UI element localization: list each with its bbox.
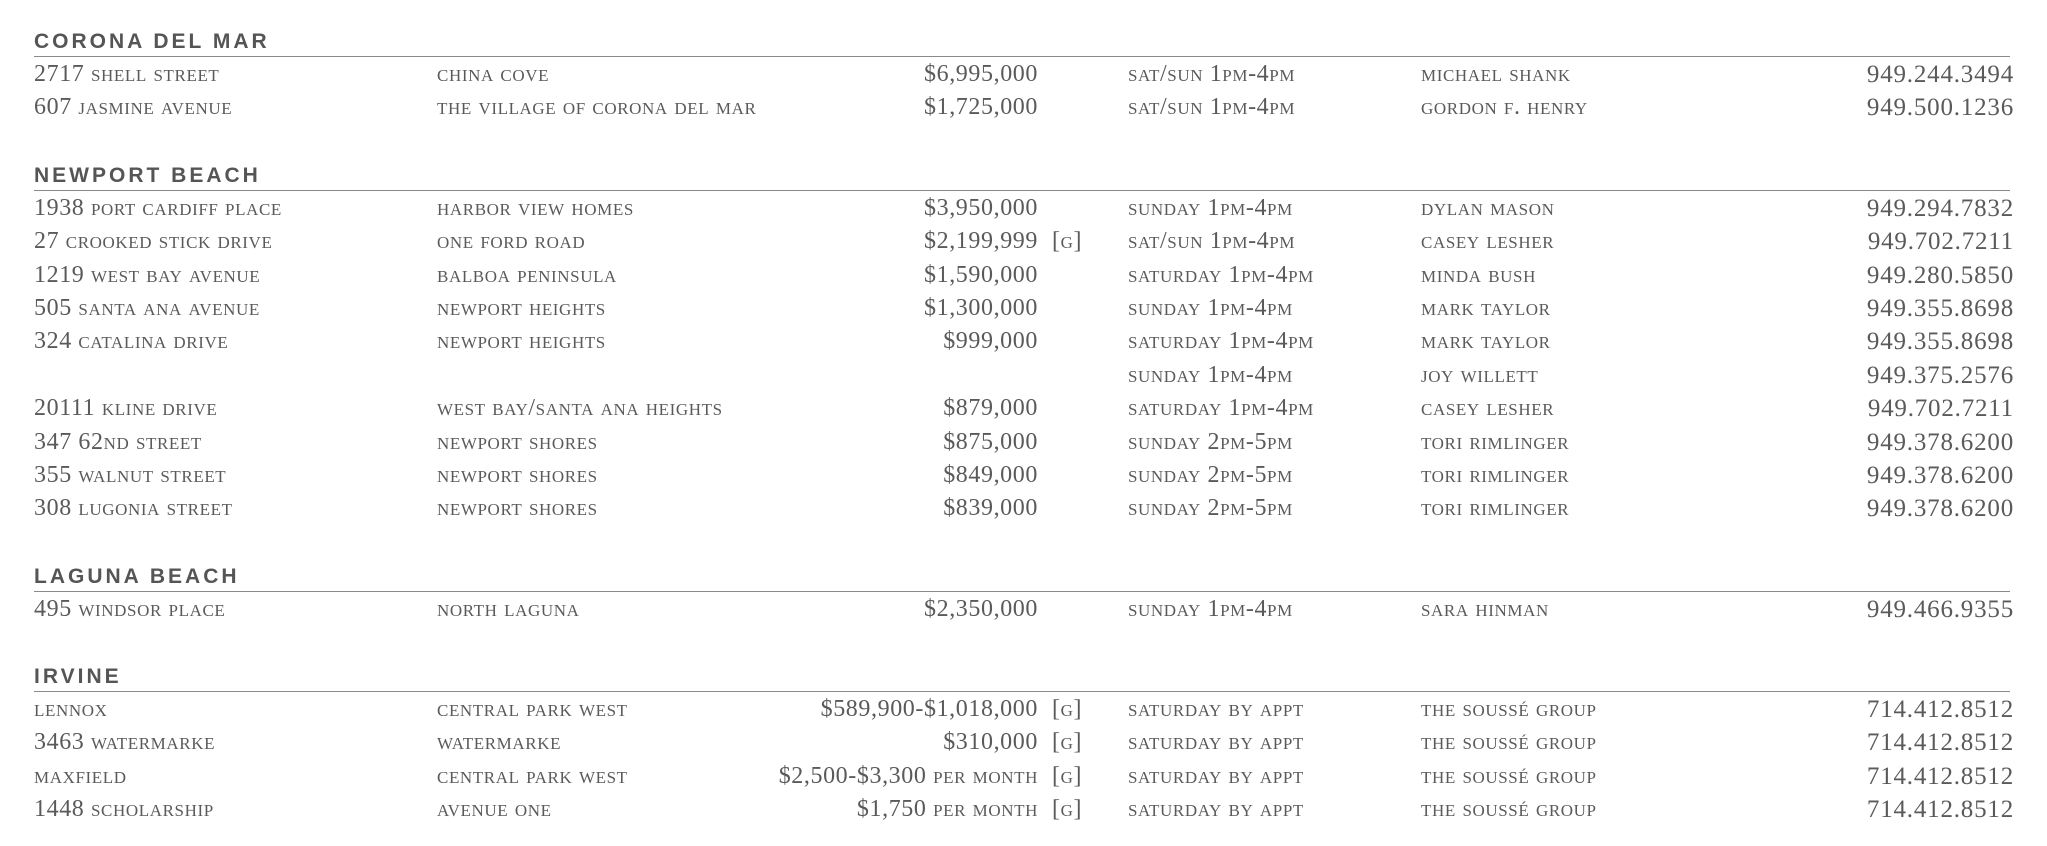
listing-row [34, 391, 2014, 424]
listing-agent: mark taylor [1421, 328, 1551, 355]
listing-phone: 714.412.8512 [1866, 762, 2014, 790]
listing-address: 355 walnut street [34, 461, 227, 488]
listing-row [34, 57, 2014, 90]
listing-agent: mark taylor [1421, 294, 1551, 321]
listing-phone: 949.378.6200 [1866, 495, 2014, 523]
listing-phone: 949.702.7211 [1867, 395, 2014, 423]
listing-row [34, 725, 2014, 758]
listing-area: west bay/santa ana heights [437, 395, 723, 422]
listing-area: newport shores [437, 428, 598, 455]
listing-g-marker: [g] [1052, 228, 1083, 255]
listing-g-marker: [g] [1052, 729, 1083, 756]
listing-time: sunday 1pm-4pm [1128, 595, 1293, 622]
listing-area: north laguna [437, 595, 580, 622]
listing-phone: 949.466.9355 [1866, 595, 2014, 623]
listing-row [34, 491, 2014, 524]
listing-phone: 949.355.8698 [1866, 294, 2014, 322]
listing-address: 505 santa ana avenue [34, 294, 260, 321]
listing-price: $849,000 [943, 461, 1038, 488]
listing-agent: dylan mason [1421, 194, 1555, 221]
listing-agent: minda bush [1421, 261, 1536, 288]
listing-row [34, 692, 2014, 725]
listing-area: balboa peninsula [437, 261, 617, 288]
listing-phone: 949.294.7832 [1866, 194, 2014, 222]
listing-time: sat/sun 1pm-4pm [1128, 94, 1296, 121]
listing-address: 607 jasmine avenue [34, 94, 233, 121]
listing-row [34, 224, 2014, 257]
listing-agent: casey lesher [1421, 228, 1555, 255]
listing-area: central park west [437, 762, 628, 789]
listing-price: $3,950,000 [924, 194, 1038, 221]
listing-area: newport shores [437, 495, 598, 522]
listing-agent: michael shank [1421, 61, 1571, 87]
listing-price: $310,000 [943, 729, 1038, 756]
listing-phone: 949.244.3494 [1866, 61, 2014, 88]
section-laguna-beach [34, 563, 2014, 625]
listing-g-marker: [g] [1052, 762, 1083, 789]
listing-area: newport shores [437, 461, 598, 488]
listing-address: 1938 port cardiff place [34, 194, 282, 221]
listing-price: $839,000 [943, 495, 1038, 522]
listing-price: $2,500-$3,300 per month [778, 762, 1038, 789]
listing-address: 1448 scholarship [34, 796, 214, 823]
listing-price: $1,300,000 [924, 294, 1038, 321]
listing-phone: 949.378.6200 [1866, 461, 2014, 489]
listing-phone: 714.412.8512 [1866, 696, 2014, 724]
listing-price: $875,000 [943, 428, 1038, 455]
listing-phone: 949.355.8698 [1866, 328, 2014, 356]
listing-price: $999,000 [943, 328, 1038, 355]
listing-address: 1219 west bay avenue [34, 261, 261, 288]
listing-area: china cove [437, 61, 550, 87]
listing-address: 308 lugonia street [34, 495, 233, 522]
listing-area: newport heights [437, 328, 606, 355]
listing-phone: 714.412.8512 [1866, 729, 2014, 757]
listing-time: saturday 1pm-4pm [1128, 395, 1314, 422]
listing-area: one ford road [437, 228, 586, 255]
listing-row [34, 792, 2014, 825]
listing-phone: 949.378.6200 [1866, 428, 2014, 456]
listing-row [34, 759, 2014, 792]
listing-time: sunday 1pm-4pm [1128, 361, 1293, 388]
listing-phone: 949.280.5850 [1866, 261, 2014, 289]
section-title: CORONA DEL MAR [34, 28, 2010, 57]
section-irvine [34, 663, 2014, 826]
listing-address: 495 windsor place [34, 595, 226, 622]
listing-agent: the soussé group [1421, 696, 1597, 723]
listing-agent: the soussé group [1421, 729, 1597, 756]
listing-address: 324 catalina drive [34, 328, 229, 355]
listing-time: sat/sun 1pm-4pm [1128, 61, 1296, 87]
listing-time: saturday 1pm-4pm [1128, 328, 1314, 355]
listing-time: sunday 2pm-5pm [1128, 428, 1293, 455]
listing-agent: tori rimlinger [1421, 495, 1570, 522]
listing-price: $1,725,000 [924, 94, 1038, 121]
listing-phone: 949.702.7211 [1867, 228, 2014, 256]
open-house-listings [34, 28, 2014, 826]
listing-address: lennox [34, 696, 108, 723]
listing-time: saturday by appt [1128, 729, 1304, 756]
listing-row [34, 324, 2014, 357]
listing-agent: sara hinman [1421, 595, 1549, 622]
listing-area: harbor view homes [437, 194, 634, 221]
listing-price: $1,590,000 [924, 261, 1038, 288]
listing-row [34, 458, 2014, 491]
listing-time: saturday by appt [1128, 762, 1304, 789]
listing-row [34, 258, 2014, 291]
section-title: NEWPORT BEACH [34, 162, 2010, 191]
listing-area: newport heights [437, 294, 606, 321]
listing-address: 27 crooked stick drive [34, 228, 273, 255]
listing-phone: 949.375.2576 [1866, 361, 2014, 389]
listing-row [34, 90, 2014, 123]
listing-agent: the soussé group [1421, 762, 1597, 789]
listing-time: saturday 1pm-4pm [1128, 261, 1314, 288]
listing-agent: the soussé group [1421, 796, 1597, 823]
section-title: LAGUNA BEACH [34, 563, 2010, 592]
listing-area: central park west [437, 696, 628, 723]
listing-address: 3463 watermarke [34, 729, 216, 756]
listing-time: saturday by appt [1128, 796, 1304, 823]
listing-agent: joy willett [1421, 361, 1539, 388]
listing-price: $6,995,000 [924, 61, 1038, 87]
listing-address: 347 62nd street [34, 428, 202, 455]
listing-row [34, 291, 2014, 324]
listing-phone: 714.412.8512 [1866, 796, 2014, 824]
listing-row [34, 425, 2014, 458]
listing-price: $879,000 [943, 395, 1038, 422]
listing-time: sat/sun 1pm-4pm [1128, 228, 1296, 255]
listing-time: sunday 2pm-5pm [1128, 495, 1293, 522]
listing-row [34, 592, 2014, 625]
listing-row [34, 191, 2014, 224]
listing-g-marker: [g] [1052, 696, 1083, 723]
listing-time: sunday 2pm-5pm [1128, 461, 1293, 488]
listing-area: avenue one [437, 796, 552, 823]
listing-price: $1,750 per month [856, 796, 1038, 823]
listing-area: watermarke [437, 729, 562, 756]
section-corona-del-mar [34, 28, 2014, 124]
listing-price: $2,199,999 [924, 228, 1038, 255]
listing-agent: tori rimlinger [1421, 428, 1570, 455]
listing-agent: casey lesher [1421, 395, 1555, 422]
listing-price: $589,900-$1,018,000 [820, 696, 1038, 723]
listing-g-marker: [g] [1052, 796, 1083, 823]
section-newport-beach [34, 162, 2014, 525]
listing-price: $2,350,000 [924, 595, 1038, 622]
listing-address: maxfield [34, 762, 127, 789]
section-title: IRVINE [34, 663, 2010, 692]
listing-time: sunday 1pm-4pm [1128, 294, 1293, 321]
listing-area: the village of corona del mar [437, 94, 757, 121]
listing-phone: 949.500.1236 [1866, 94, 2014, 122]
listing-agent: gordon f. henry [1421, 94, 1588, 121]
listing-time: sunday 1pm-4pm [1128, 194, 1293, 221]
listing-address: 20111 kline drive [34, 395, 218, 422]
listing-row [34, 358, 2014, 391]
listing-time: saturday by appt [1128, 696, 1304, 723]
listing-address: 2717 shell street [34, 61, 220, 87]
listing-agent: tori rimlinger [1421, 461, 1570, 488]
